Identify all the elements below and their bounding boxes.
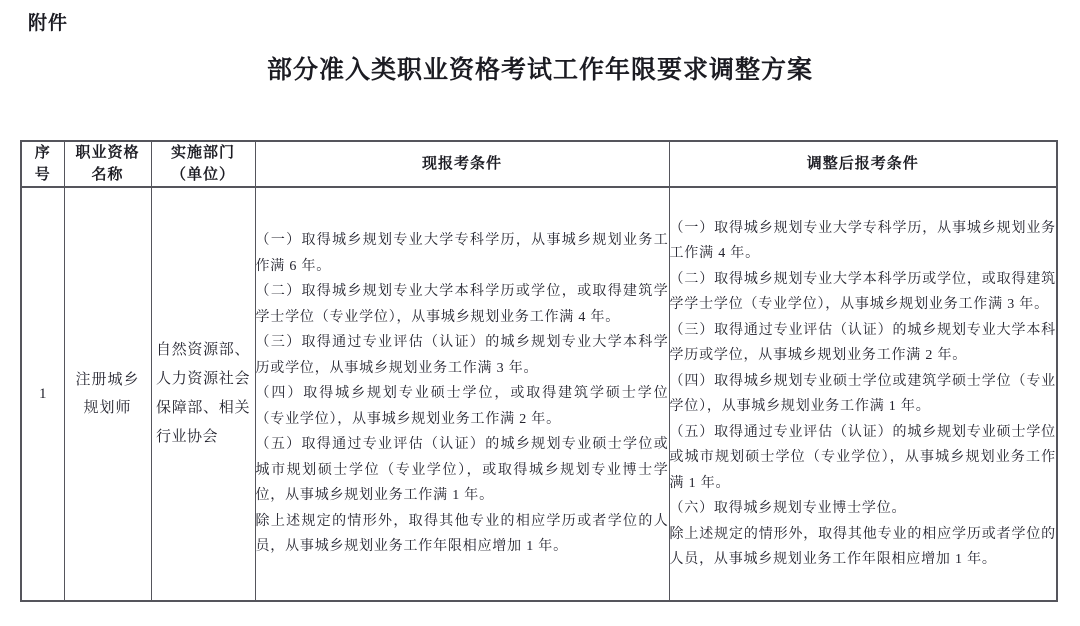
requirements-table [20,140,1058,602]
table-row [21,187,1057,601]
cell-index: 1 [21,187,64,601]
current-conditions-text [256,228,669,560]
col-header-department [151,141,255,187]
condition-paragraph: （一）取得城乡规划专业大学专科学历，从事城乡规划业务工作满 6 年。 [255,233,669,274]
col-header-index-label: 序号 [34,144,51,183]
table-header-row [21,141,1057,187]
col-header-qualification-label: 职业资格名称 [75,144,140,183]
condition-paragraph: （二）取得城乡规划专业大学本科学历或学位，或取得建筑学学士学位（专业学位），从事城乡规划业务工作满 4 年。 [255,284,669,325]
cell-qualification [64,187,151,601]
col-header-qualification [64,141,151,187]
condition-paragraph: （三）取得通过专业评估（认证）的城乡规划专业大学本科学历或学位，从事城乡规划业务工作满 2 年。 [669,322,1056,363]
condition-paragraph: 除上述规定的情形外，取得其他专业的相应学历或者学位的人员，从事城乡规划业务工作年限相应增加 1 年。 [255,513,669,555]
cell-department [151,187,255,601]
condition-paragraph: （五）取得通过专业评估（认证）的城乡规划专业硕士学位或城市规划硕士学位（专业学位），从事城乡规划业务工作满 1 年。 [669,424,1056,491]
adjusted-conditions-text [670,216,1057,573]
condition-paragraph: （五）取得通过专业评估（认证）的城乡规划专业硕士学位或城市规划硕士学位（专业学位），或取得城乡规划专业博士学位，从事城乡规划业务工作满 1 年。 [255,437,669,504]
col-header-current-conditions-label: 现报考条件 [421,155,502,172]
col-header-adjusted-conditions-label: 调整后报考条件 [806,155,919,172]
condition-paragraph: （一）取得城乡规划专业大学专科学历，从事城乡规划业务工作满 4 年。 [669,220,1056,261]
cell-adjusted-conditions [669,187,1057,601]
col-header-adjusted-conditions [669,141,1057,187]
condition-paragraph: （二）取得城乡规划专业大学本科学历或学位，或取得建筑学学士学位（专业学位），从事城乡规划业务工作满 3 年。 [669,271,1056,312]
col-header-current-conditions [255,141,669,187]
condition-paragraph: （四）取得城乡规划专业硕士学位或建筑学硕士学位（专业学位），从事城乡规划业务工作满 1 年。 [669,373,1056,414]
condition-paragraph: （四）取得城乡规划专业硕士学位，或取得建筑学硕士学位（专业学位），从事城乡规划业务工作满 2 年。 [255,386,669,427]
col-header-department-label: 实施部门（单位） [170,144,235,183]
cell-current-conditions [255,187,669,601]
page-title: 部分准入类职业资格考试工作年限要求调整方案 [266,56,813,84]
condition-paragraph: （三）取得通过专业评估（认证）的城乡规划专业大学本科学历或学位，从事城乡规划业务工作满 3 年。 [255,335,669,376]
condition-paragraph: 除上述规定的情形外，取得其他专业的相应学历或者学位的人员，从事城乡规划业务工作年限相应增加 1 年。 [669,526,1056,567]
condition-paragraph: （六）取得城乡规划专业博士学位。 [669,501,907,516]
col-header-index [21,141,64,187]
qualification-name: 注册城乡规划师 [75,372,140,416]
attachment-label: 附件 [28,13,69,34]
department-name: 自然资源部、人力资源社会保障部、相关行业协会 [156,342,250,445]
